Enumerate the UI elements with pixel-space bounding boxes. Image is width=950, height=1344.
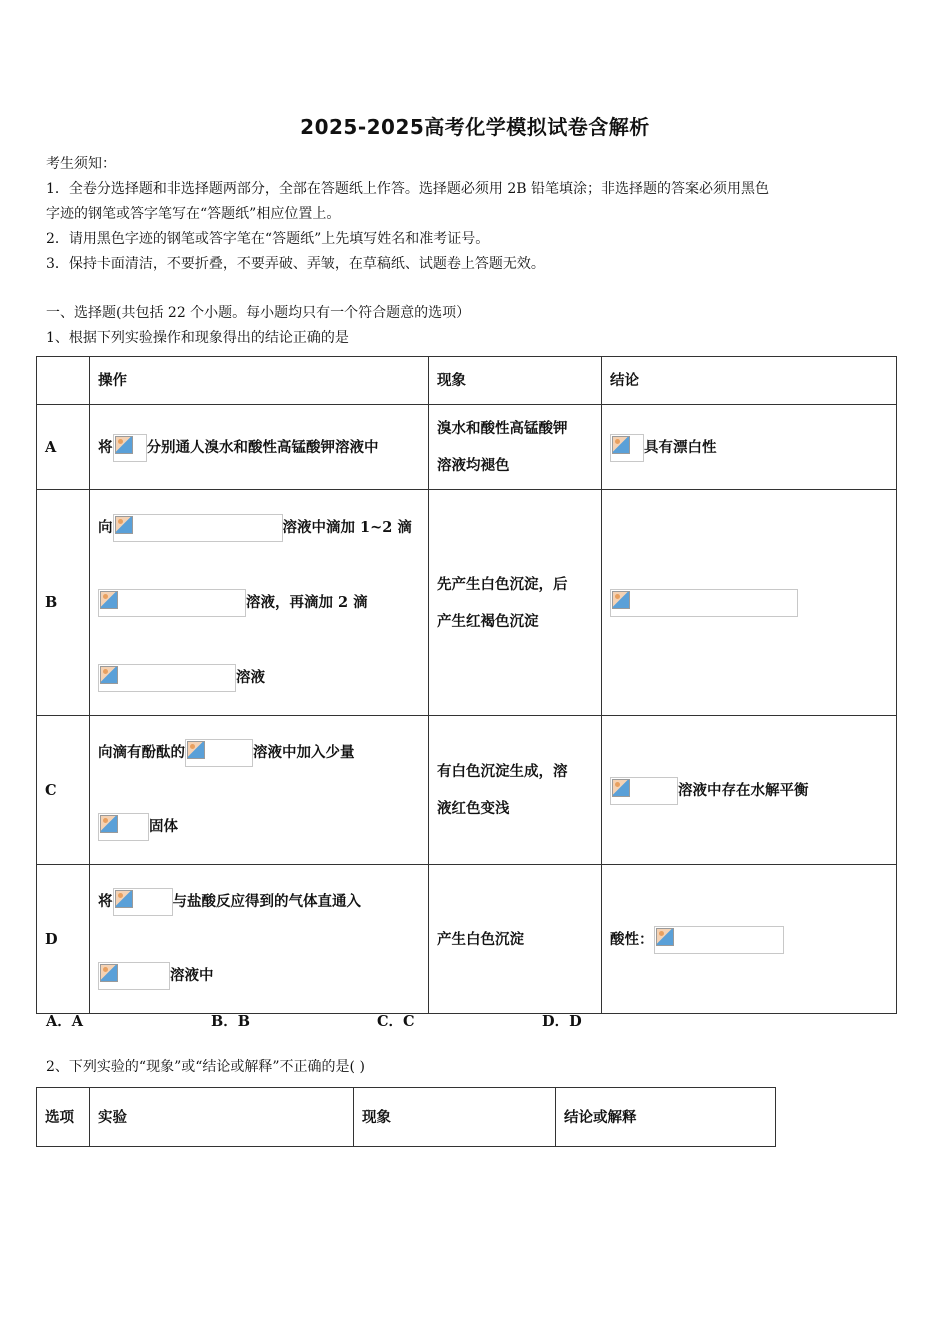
formula-image-icon xyxy=(98,664,236,692)
q1-header-op: 操作 xyxy=(90,357,429,405)
row-b-phenomenon xyxy=(429,490,602,716)
q1-option-a[interactable]: A．A xyxy=(46,1013,84,1030)
row-a-operation xyxy=(90,405,429,490)
phen-text: 有白色沉淀生成，溶 xyxy=(437,763,568,780)
phen-text: 产生红褐色沉淀 xyxy=(437,612,539,630)
op-text: 与盐酸反应得到的气体直通入 xyxy=(172,893,361,910)
formula-image-icon xyxy=(654,926,784,954)
row-c-operation xyxy=(90,716,429,865)
q1-header-phen: 现象 xyxy=(429,357,602,405)
q2-header-experiment: 实验 xyxy=(90,1088,354,1147)
op-text: 溶液中滴加 1~2 滴 xyxy=(282,519,412,536)
formula-image-icon xyxy=(113,888,173,916)
concl-text: 溶液中存在水解平衡 xyxy=(678,781,809,799)
q2-header-option: 选项 xyxy=(37,1088,90,1147)
q1-stem: 1、根据下列实验操作和现象得出的结论正确的是 xyxy=(46,330,349,346)
notice-item-1: 1．全卷分选择题和非选择题两部分，全部在答题纸上作答。选择题必须用 2B 铅笔填涂；非选择题的答案必须用黑色 xyxy=(46,181,769,197)
formula-image-icon xyxy=(98,962,170,990)
page-title: 2025-2025高考化学模拟试卷含解析 xyxy=(300,115,650,139)
op-text: 溶液中加入少量 xyxy=(253,744,355,761)
op-text: 分别通人溴水和酸性高锰酸钾溶液中 xyxy=(146,438,379,456)
op-text: 将 xyxy=(98,893,113,910)
op-text: 溶液，再滴加 2 滴 xyxy=(246,594,368,611)
op-text: 向 xyxy=(98,519,113,536)
phen-text: 溶液均褪色 xyxy=(437,457,510,474)
q1-row-a xyxy=(37,405,897,490)
op-text: 将 xyxy=(98,438,113,456)
row-a-conclusion xyxy=(602,405,897,490)
formula-image-icon xyxy=(610,777,678,805)
phen-text: 溴水和酸性高锰酸钾 xyxy=(437,420,568,437)
notice-item-1-cont: 字迹的钢笔或答字笔写在“答题纸”相应位置上。 xyxy=(46,206,341,222)
q1-option-d[interactable]: D．D xyxy=(542,1013,582,1030)
op-text: 溶液中 xyxy=(170,967,214,984)
formula-image-icon xyxy=(610,434,644,462)
q1-header-row xyxy=(37,357,897,405)
concl-text: 酸性： xyxy=(610,930,654,948)
row-label: D xyxy=(37,865,90,1014)
row-label: B xyxy=(37,490,90,716)
q1-option-b[interactable]: B．B xyxy=(211,1013,251,1030)
formula-image-icon xyxy=(185,739,253,767)
q2-header-row xyxy=(37,1088,776,1147)
phen-text: 产生白色沉淀 xyxy=(437,930,524,948)
q2-header-phenomenon: 现象 xyxy=(354,1088,556,1147)
q2-stem: 2、下列实验的“现象”或“结论或解释”不正确的是( ) xyxy=(46,1059,365,1075)
notice-item-2: 2．请用黑色字迹的钢笔或答字笔在“答题纸”上先填写姓名和准考证号。 xyxy=(46,231,490,247)
phen-text: 液红色变浅 xyxy=(437,800,510,817)
op-text: 溶液 xyxy=(236,669,265,686)
q1-option-c[interactable]: C．C xyxy=(377,1013,415,1030)
notice-item-3: 3．保持卡面清洁，不要折叠，不要弄破、弄皱，在草稿纸、试题卷上答题无效。 xyxy=(46,256,545,272)
q2-header-conclusion: 结论或解释 xyxy=(556,1088,776,1147)
formula-image-icon xyxy=(98,589,246,617)
q1-header-concl: 结论 xyxy=(602,357,897,405)
row-label: A xyxy=(37,405,90,490)
phen-text: 先产生白色沉淀，后 xyxy=(437,575,568,593)
row-b-conclusion xyxy=(602,490,897,716)
q2-table xyxy=(36,1087,776,1147)
q1-table xyxy=(36,356,897,1014)
q1-row-b xyxy=(37,490,897,716)
row-d-phenomenon xyxy=(429,865,602,1014)
row-a-phenomenon xyxy=(429,405,602,490)
formula-image-icon xyxy=(98,813,149,841)
section-heading: 一、选择题(共包括 22 个小题。每小题均只有一个符合题意的选项） xyxy=(46,305,471,321)
op-text: 向滴有酚酞的 xyxy=(98,744,185,761)
row-d-conclusion xyxy=(602,865,897,1014)
row-b-operation xyxy=(90,490,429,716)
row-c-phenomenon xyxy=(429,716,602,865)
q1-row-d xyxy=(37,865,897,1014)
formula-image-icon xyxy=(113,514,283,542)
notice-heading: 考生须知： xyxy=(46,156,116,172)
row-label: C xyxy=(37,716,90,865)
formula-image-icon xyxy=(113,434,147,462)
row-d-operation xyxy=(90,865,429,1014)
concl-text: 具有漂白性 xyxy=(644,438,717,456)
formula-image-icon xyxy=(610,589,798,617)
q1-row-c xyxy=(37,716,897,865)
q1-header-blank xyxy=(37,357,90,405)
op-text: 固体 xyxy=(149,818,178,835)
row-c-conclusion xyxy=(602,716,897,865)
